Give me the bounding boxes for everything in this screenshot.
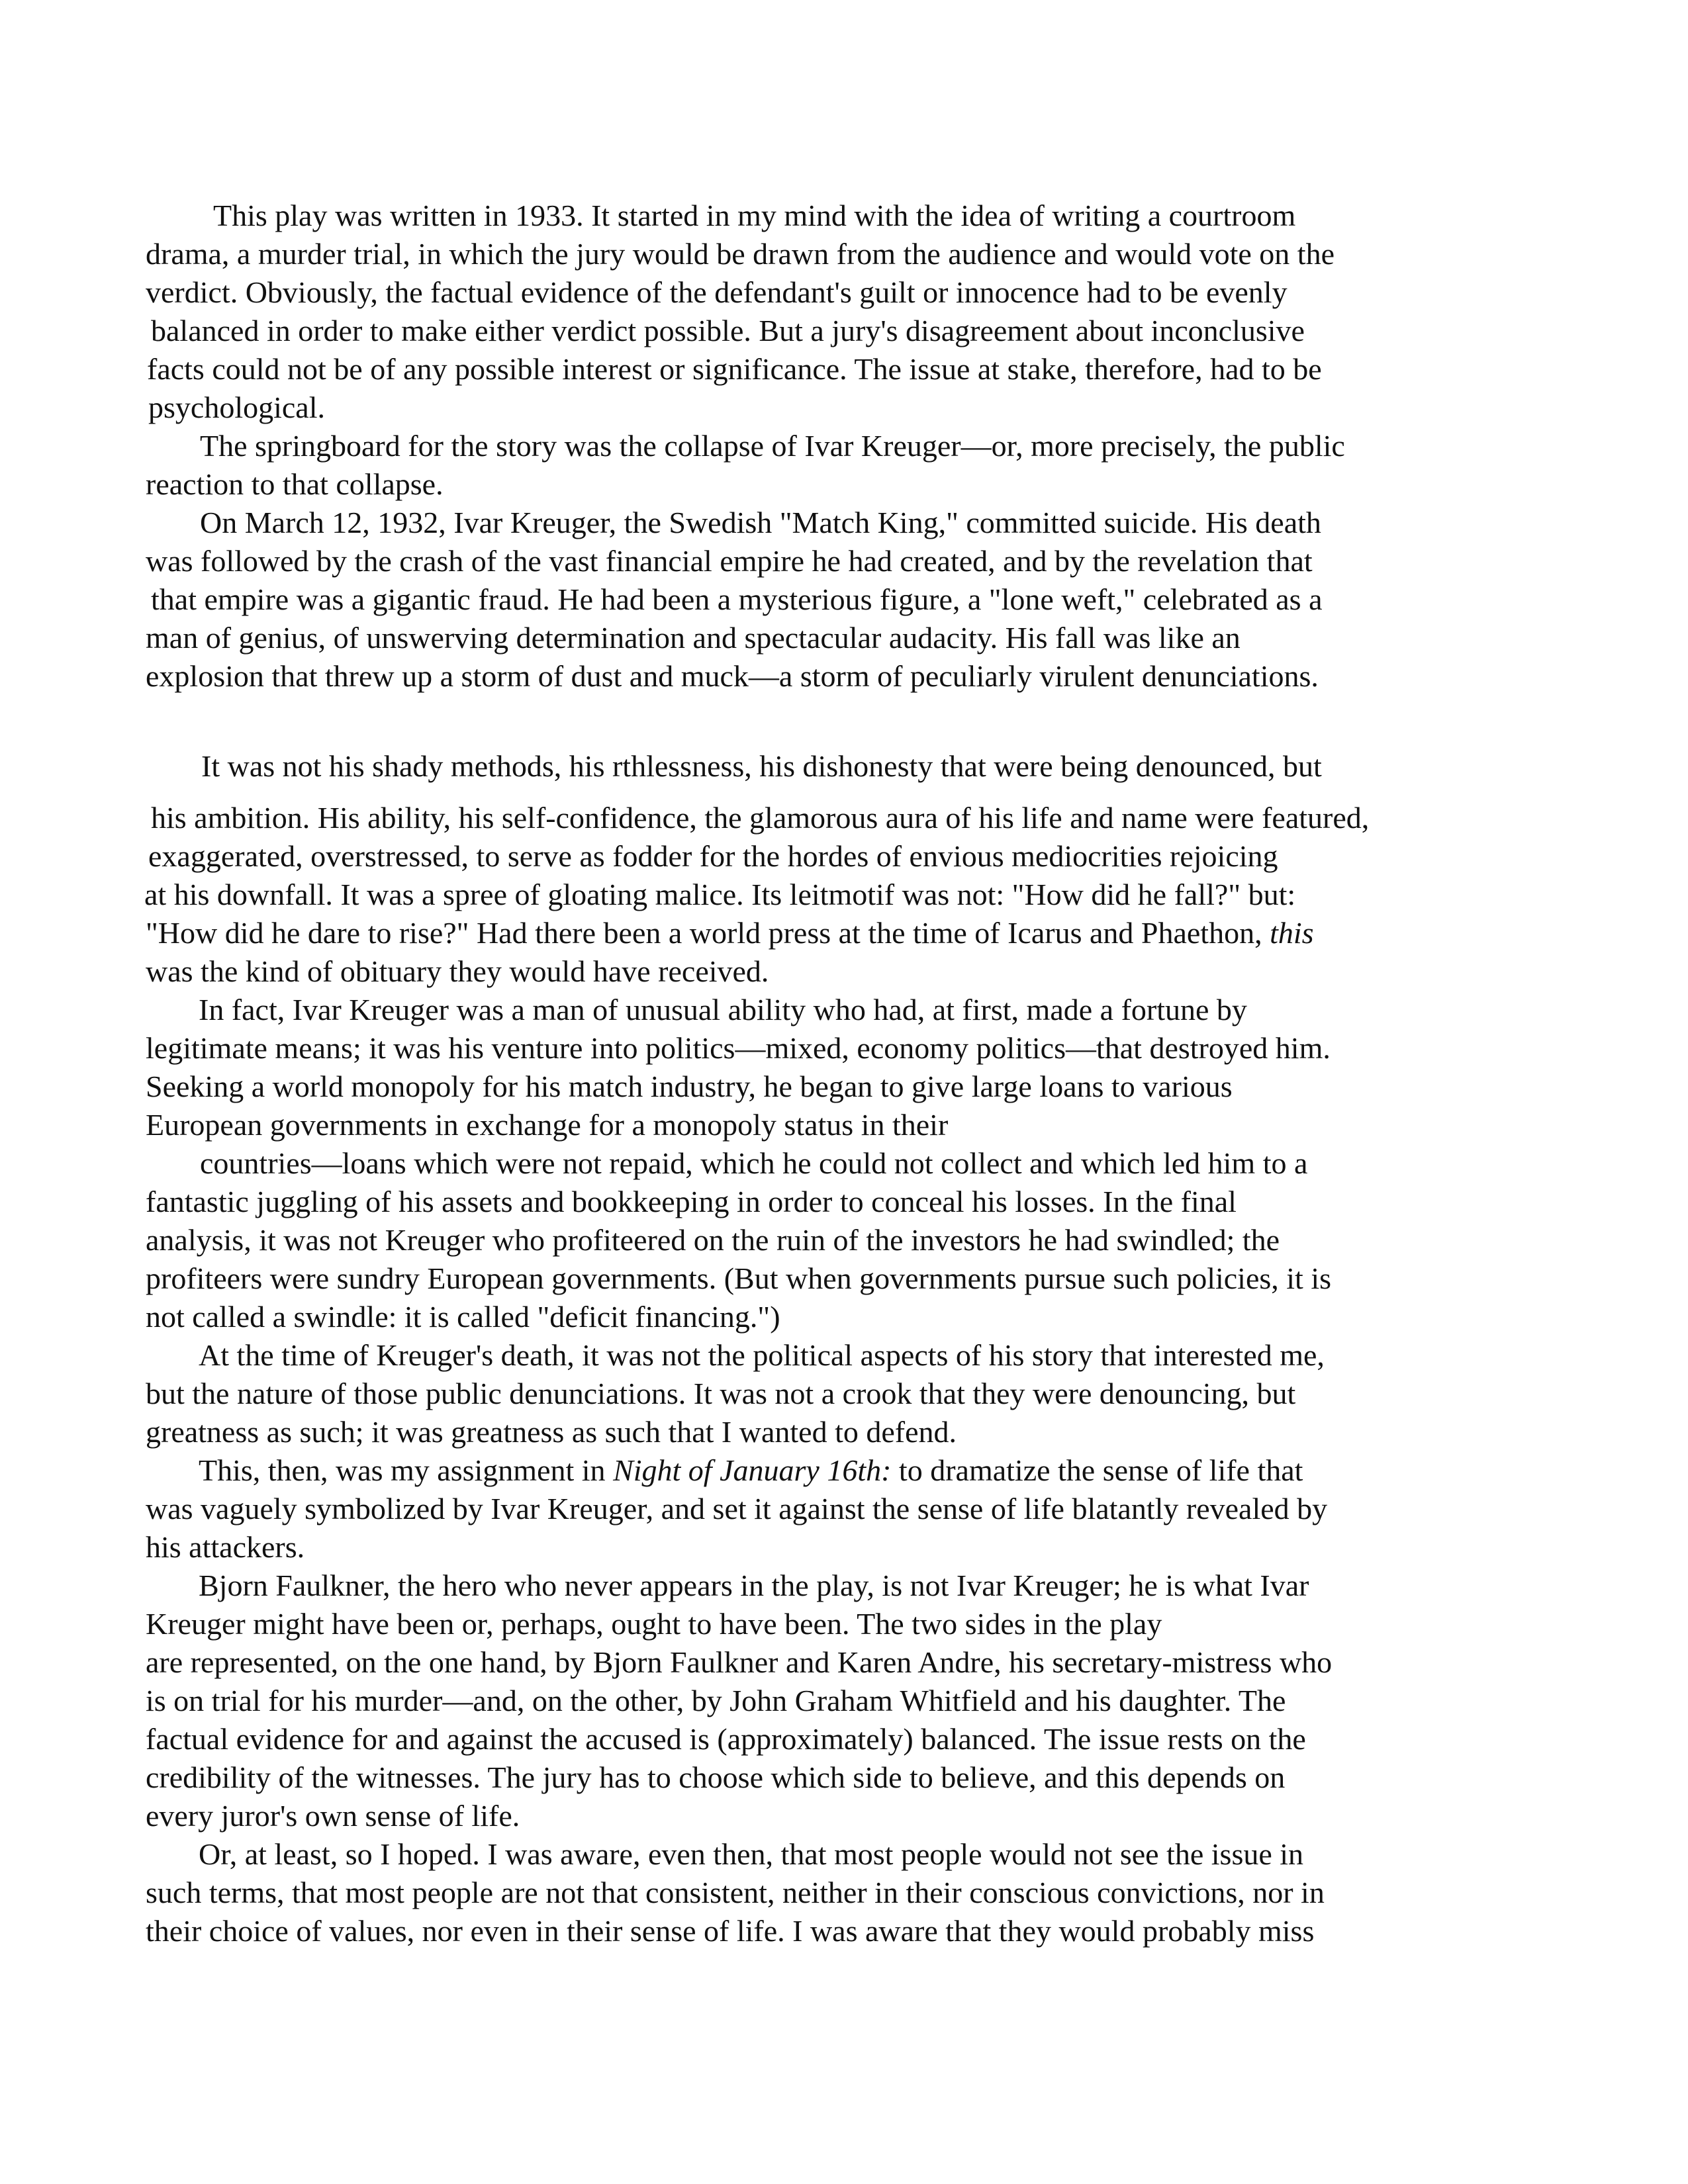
text-line: Bjorn Faulkner, the hero who never appears in the play, is not Ivar Kreuger; he is what Ivar <box>199 1569 1309 1602</box>
text-line: At the time of Kreuger's death, it was not the political aspects of his story that interested me, <box>199 1338 1325 1372</box>
text-line: drama, a murder trial, in which the jury would be drawn from the audience and would vote on the <box>146 237 1335 271</box>
text-line: exaggerated, overstressed, to serve as fodder for the hordes of envious mediocrities rejoicing <box>148 839 1278 873</box>
text-line: It was not his shady methods, his rthlessness, his dishonesty that were being denounced, but <box>201 749 1322 783</box>
text-line: In fact, Ivar Kreuger was a man of unusual ability who had, at first, made a fortune by <box>199 993 1247 1026</box>
text-line: European governments in exchange for a monopoly status in their <box>146 1108 949 1142</box>
text-line: explosion that threw up a storm of dust and muck—a storm of peculiarly virulent denunciations. <box>146 659 1319 693</box>
text-line: analysis, it was not Kreuger who profiteered on the ruin of the investors he had swindled; the <box>146 1223 1280 1257</box>
text-line: verdict. Obviously, the factual evidence of the defendant's guilt or innocence had to be evenly <box>146 275 1288 309</box>
text-line: was vaguely symbolized by Ivar Kreuger, and set it against the sense of life blatantly revealed by <box>146 1492 1328 1525</box>
text-line: but the nature of those public denunciations. It was not a crook that they were denouncing, but <box>146 1377 1296 1410</box>
text-line: On March 12, 1932, Ivar Kreuger, the Swedish "Match King," committed suicide. His death <box>200 506 1321 539</box>
text-line: is on trial for his murder—and, on the other, by John Graham Whitfield and his daughter. The <box>146 1684 1286 1717</box>
text-line: was the kind of obituary they would have received. <box>146 954 769 988</box>
text-line: every juror's own sense of life. <box>146 1799 520 1833</box>
text-line: Or, at least, so I hoped. I was aware, even then, that most people would not see the issue in <box>199 1837 1304 1871</box>
text-segment: "How did he dare to rise?" Had there been a world press at the time of Icarus and Phaethon, <box>146 916 1270 950</box>
text-line: The springboard for the story was the collapse of Ivar Kreuger—or, more precisely, the public <box>200 429 1345 463</box>
text-line: at his downfall. It was a spree of gloating malice. Its leitmotif was not: "How did he fall?" but: <box>144 878 1296 911</box>
text-line: that empire was a gigantic fraud. He had been a mysterious figure, a "lone weft," celebrated as a <box>151 582 1323 616</box>
text-line: legitimate means; it was his venture into politics—mixed, economy politics—that destroyed him. <box>146 1031 1331 1065</box>
text-line <box>199 1452 1303 1489</box>
italic-emphasis: this <box>1270 916 1314 950</box>
text-line: psychological. <box>148 390 325 424</box>
text-line <box>146 915 1314 952</box>
text-line: greatness as such; it was greatness as such that I wanted to defend. <box>146 1415 957 1449</box>
text-line: fantastic juggling of his assets and bookkeeping in order to conceal his losses. In the final <box>146 1185 1237 1218</box>
text-line: man of genius, of unswerving determination and spectacular audacity. His fall was like an <box>146 621 1241 655</box>
text-segment: to dramatize the sense of life that <box>891 1453 1303 1487</box>
text-line: his attackers. <box>146 1530 305 1564</box>
text-line: their choice of values, nor even in their sense of life. I was aware that they would probably miss <box>146 1914 1315 1948</box>
text-line: balanced in order to make either verdict possible. But a jury's disagreement about inconclusive <box>151 314 1305 347</box>
text-segment: This, then, was my assignment in <box>199 1453 614 1487</box>
text-line: facts could not be of any possible interest or significance. The issue at stake, therefore, had to be <box>147 352 1322 386</box>
text-line: was followed by the crash of the vast financial empire he had created, and by the revelation that <box>146 544 1313 578</box>
text-line: are represented, on the one hand, by Bjorn Faulkner and Karen Andre, his secretary-mistress who <box>146 1645 1333 1679</box>
play-title: Night of January 16th: <box>613 1453 892 1487</box>
text-line: Seeking a world monopoly for his match industry, he began to give large loans to various <box>146 1069 1233 1103</box>
text-line: countries—loans which were not repaid, which he could not collect and which led him to a <box>200 1146 1308 1180</box>
text-line: reaction to that collapse. <box>146 467 444 501</box>
text-line: credibility of the witnesses. The jury has to choose which side to believe, and this depends on <box>146 1760 1286 1794</box>
text-line: Kreuger might have been or, perhaps, ought to have been. The two sides in the play <box>146 1607 1162 1641</box>
text-line: not called a swindle: it is called "deficit financing.") <box>146 1300 780 1334</box>
text-line: factual evidence for and against the accused is (approximately) balanced. The issue rests on the <box>146 1722 1306 1756</box>
text-line: This play was written in 1933. It started in my mind with the idea of writing a courtroom <box>213 199 1296 232</box>
text-line: his ambition. His ability, his self-confidence, the glamorous aura of his life and name were featured, <box>151 801 1370 835</box>
text-line: profiteers were sundry European governments. (But when governments pursue such policies, it is <box>146 1261 1332 1295</box>
text-line: such terms, that most people are not that consistent, neither in their conscious convictions, nor in <box>146 1876 1325 1909</box>
